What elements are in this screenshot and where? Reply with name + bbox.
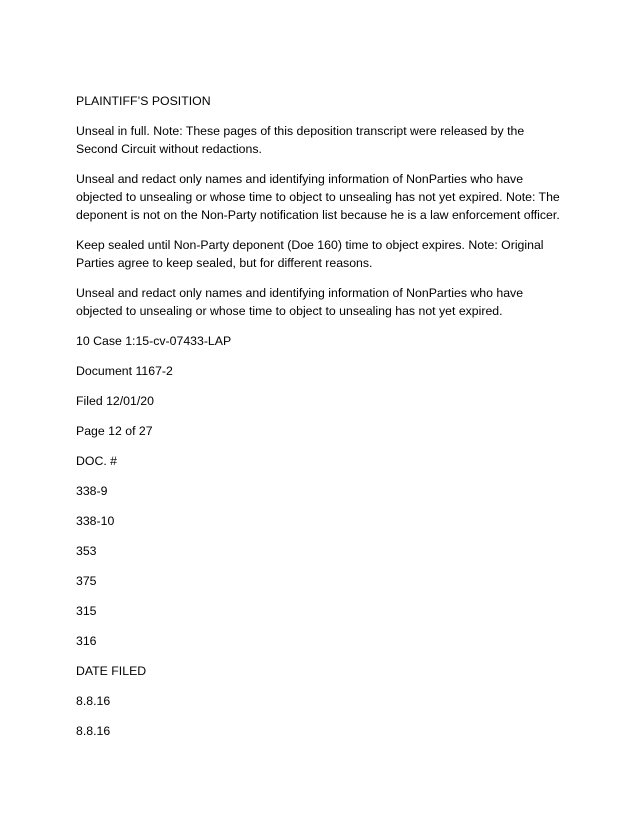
filed-date-line: Filed 12/01/20 xyxy=(76,394,154,408)
document-body xyxy=(76,92,566,752)
page-number-line: Page 12 of 27 xyxy=(76,424,153,438)
doc-number-value: 315 xyxy=(76,604,97,618)
case-number-line: 10 Case 1:15-cv-07433-LAP xyxy=(76,334,232,348)
date-filed-value: 8.8.16 xyxy=(76,694,111,708)
position-paragraph: Unseal and redact only names and identifying information of NonParties who have objected to unsealing or whose time to object to unsealing has not yet expired. Note: The deponent is not on the Non-Party notification list because he is a law enforcement officer. xyxy=(76,172,560,222)
position-paragraph: Unseal and redact only names and identifying information of NonParties who have objected to unsealing or whose time to object to unsealing has not yet expired. xyxy=(76,286,524,318)
document-number-line: Document 1167-2 xyxy=(76,364,173,378)
doc-number-value: 338-10 xyxy=(76,514,115,528)
doc-number-value: 353 xyxy=(76,544,97,558)
position-paragraph: Keep sealed until Non-Party deponent (Doe 160) time to object expires. Note: Original Parties agree to keep sealed, but for different reasons. xyxy=(76,238,544,270)
doc-number-value: 375 xyxy=(76,574,97,588)
date-filed-header: DATE FILED xyxy=(76,664,147,678)
doc-number-value: 338-9 xyxy=(76,484,108,498)
doc-number-header: DOC. # xyxy=(76,454,117,468)
position-paragraph: Unseal in full. Note: These pages of this deposition transcript were released by the Second Circuit without redactions. xyxy=(76,124,525,156)
doc-number-value: 316 xyxy=(76,634,97,648)
section-heading: PLAINTIFF’S POSITION xyxy=(76,94,211,108)
date-filed-value: 8.8.16 xyxy=(76,724,111,738)
